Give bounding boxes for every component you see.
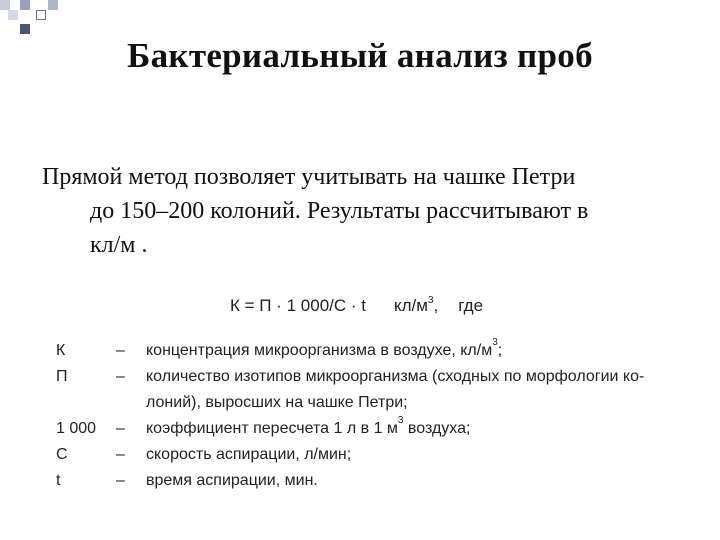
definition-symbol: t [56, 472, 61, 489]
definition-dash: – [116, 420, 125, 437]
definition-dash: – [116, 446, 125, 463]
definition-dash: – [116, 342, 125, 359]
intro-line-2: до 150–200 колоний. Результаты рассчитывают в [90, 198, 589, 224]
slide-title: Бактериальный анализ проб [127, 36, 593, 75]
formula [230, 296, 483, 316]
formula-unit: $кл/м^3$, [393, 295, 439, 315]
deco-square [20, 0, 30, 10]
definition-symbol: С [56, 446, 68, 463]
definition-row [56, 416, 686, 442]
intro-paragraph [42, 160, 682, 262]
definition-text: количество изотипов микроорганизма (сходных по морфологии ко- [146, 368, 645, 385]
definition-symbol: П [56, 368, 68, 385]
definition-row [56, 338, 686, 364]
definition-dash: – [116, 472, 125, 489]
formula-where: где [458, 296, 484, 315]
definition-symbol: К [56, 342, 66, 359]
definition-text: коэффициент пересчета 1 л в 1 $м^3$ воздуха; [146, 415, 471, 437]
definition-row [56, 364, 686, 390]
intro-line-1: Прямой метод позволяет учитывать на чашке Петри [42, 164, 576, 190]
decorative-squares [0, 0, 70, 40]
deco-square [48, 0, 58, 10]
formula-expression: К = П · 1 000/С · t [230, 296, 366, 315]
deco-square [20, 24, 30, 34]
deco-square [0, 0, 10, 10]
definition-symbol: 1 000 [56, 420, 97, 437]
deco-square [36, 10, 46, 20]
deco-square [8, 10, 18, 20]
definition-text: время аспирации, мин. [146, 472, 318, 489]
definition-continuation [56, 390, 686, 416]
definition-text: скорость аспирации, л/мин; [146, 446, 352, 463]
definitions-list [56, 338, 686, 494]
intro-line-3: кл/м . [90, 232, 148, 258]
definition-text: лоний), выросших на чашке Петри; [146, 394, 408, 411]
definition-dash: – [116, 368, 125, 385]
definition-row [56, 442, 686, 468]
definition-text: концентрация микроорганизма в воздухе, $кл/м^3$; [146, 337, 503, 359]
definition-row [56, 468, 686, 494]
